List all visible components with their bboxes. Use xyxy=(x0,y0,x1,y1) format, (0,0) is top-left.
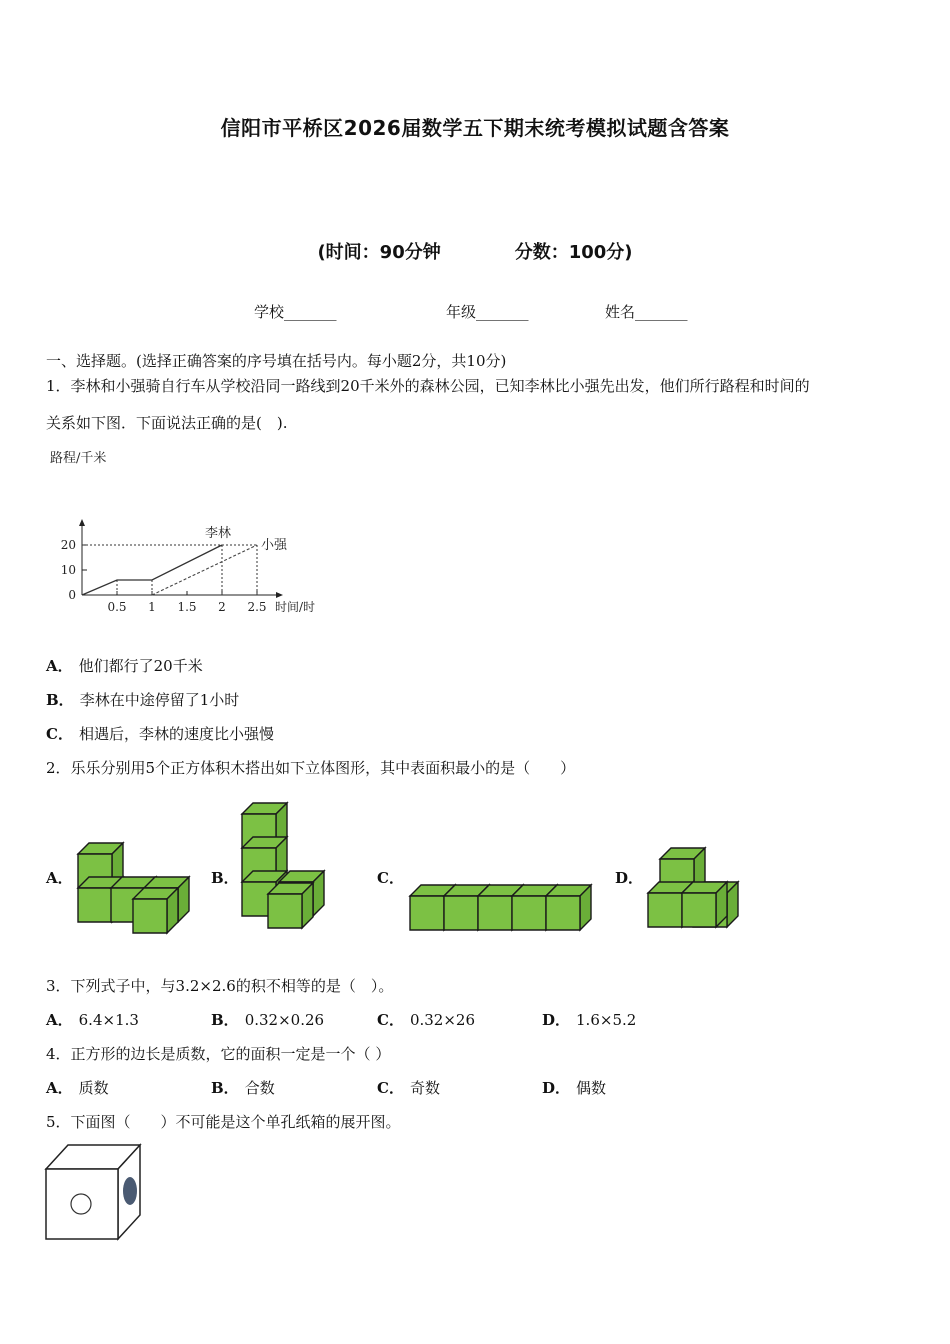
distance-time-chart xyxy=(40,447,340,622)
option-letter: A． xyxy=(46,869,73,887)
q3-text: 3．下列式子中，与3.2×2.6的积不相等的是（ ）。 xyxy=(46,977,394,995)
y-tick-label: 10 xyxy=(60,563,76,577)
q4-option-d[interactable] xyxy=(542,1078,606,1098)
option-text: 李林在中途停留了1小时 xyxy=(79,691,240,709)
option-letter: D． xyxy=(542,1011,571,1029)
cube xyxy=(546,885,591,930)
q3-option-b[interactable] xyxy=(211,1010,324,1030)
option-text: 1.6×5.2 xyxy=(576,1011,637,1029)
option-text: 相遇后，李林的速度比小强慢 xyxy=(78,725,274,743)
cube-front-face xyxy=(648,893,682,927)
cube-front-face xyxy=(682,893,716,927)
q4-text: 4．正方形的边长是质数，它的面积一定是一个（ ） xyxy=(46,1045,391,1063)
cube-front-face xyxy=(444,896,478,930)
exam-score: 分数：100分) xyxy=(514,242,633,263)
q5-text: 5．下面图（ ）不可能是这个单孔纸箱的展开图。 xyxy=(46,1113,401,1131)
series-line-xiaoqiang xyxy=(152,545,257,595)
section-heading: 一、选择题。(选择正确答案的序号填在括号内。每小题2分，共10分) xyxy=(46,352,507,370)
cube xyxy=(682,882,727,927)
option-letter: B． xyxy=(46,691,74,709)
cube-front-face xyxy=(133,899,167,933)
option-letter: D． xyxy=(542,1079,571,1097)
hole-circle-icon xyxy=(71,1194,91,1214)
q1-option-a[interactable] xyxy=(46,656,203,676)
exam-time: (时间：90分钟 xyxy=(317,242,441,263)
option-text: 6.4×1.3 xyxy=(78,1011,139,1029)
option-letter: B． xyxy=(211,1011,239,1029)
cube-figure-b xyxy=(230,790,340,940)
cube-front-face xyxy=(546,896,580,930)
x-tick-label: 2 xyxy=(218,600,226,614)
option-text: 质数 xyxy=(78,1079,109,1097)
option-letter: A． xyxy=(46,1011,73,1029)
cube-front-face xyxy=(268,894,302,928)
x-tick-label: 1 xyxy=(148,600,156,614)
y-axis-arrow xyxy=(79,519,85,526)
cube-front-face xyxy=(512,896,546,930)
q4-option-b[interactable] xyxy=(211,1078,275,1098)
option-letter: C． xyxy=(377,869,404,887)
series-label-xiaoqiang: 小强 xyxy=(261,538,288,553)
x-tick-label: 0.5 xyxy=(107,600,127,614)
y-tick-label: 20 xyxy=(60,538,76,552)
option-text: 0.32×0.26 xyxy=(244,1011,325,1029)
series-label-lilin: 李林 xyxy=(204,526,232,541)
school-field: 学校_______ xyxy=(254,303,337,321)
x-axis-label: 时间/时 xyxy=(275,600,316,614)
q1-text-line1: 1．李林和小强骑自行车从学校沿同一路线到20千米外的森林公园，已知李林比小强先出发，他们所行路程和时间的 xyxy=(46,377,810,395)
option-letter: C． xyxy=(46,725,73,743)
cube-figure-c xyxy=(400,870,600,940)
q3-option-c[interactable] xyxy=(377,1010,475,1030)
name-field: 姓名_______ xyxy=(605,303,688,321)
x-tick-label: 2.5 xyxy=(247,600,267,614)
q2-text: 2．乐乐分别用5个正方体积木搭出如下立体图形，其中表面积最小的是（ ） xyxy=(46,759,576,777)
cube-figure-a xyxy=(60,790,200,940)
x-tick-label: 1.5 xyxy=(177,600,197,614)
option-letter: B． xyxy=(211,1079,239,1097)
cube-front-face xyxy=(410,896,444,930)
option-text: 0.32×26 xyxy=(409,1011,476,1029)
option-letter: A． xyxy=(46,1079,73,1097)
option-text: 他们都行了20千米 xyxy=(78,657,203,675)
q4-option-a[interactable] xyxy=(46,1078,109,1098)
option-letter: D． xyxy=(615,869,644,887)
cube-front-face xyxy=(78,888,112,922)
option-text: 偶数 xyxy=(576,1079,607,1097)
exam-info xyxy=(0,238,950,264)
page-title: 信阳市平桥区2026届数学五下期末统考模拟试题含答案 xyxy=(220,116,730,140)
option-letter: B． xyxy=(211,869,239,887)
q1-text-line2: 关系如下图．下面说法正确的是( ). xyxy=(46,414,288,432)
option-text: 合数 xyxy=(244,1079,275,1097)
q1-option-c[interactable] xyxy=(46,724,274,744)
grade-field: 年级_______ xyxy=(446,303,529,321)
y-axis-label: 路程/千米 xyxy=(50,451,107,466)
q3-option-d[interactable] xyxy=(542,1010,636,1030)
cube-front-face xyxy=(478,896,512,930)
q1-option-b[interactable] xyxy=(46,690,239,710)
x-axis-arrow xyxy=(276,592,283,598)
hole-ellipse-icon xyxy=(123,1177,137,1205)
series-line-lilin xyxy=(82,545,222,595)
y-tick-label: 0 xyxy=(68,588,76,602)
cube xyxy=(133,888,178,933)
option-text: 奇数 xyxy=(409,1079,440,1097)
option-letter: C． xyxy=(377,1079,404,1097)
option-letter: C． xyxy=(377,1011,404,1029)
option-letter: A． xyxy=(46,657,73,675)
q4-option-c[interactable] xyxy=(377,1078,440,1098)
q3-option-a[interactable] xyxy=(46,1010,139,1030)
box-figure xyxy=(44,1143,144,1243)
cube xyxy=(268,883,313,928)
cube-figure-d xyxy=(640,835,750,935)
